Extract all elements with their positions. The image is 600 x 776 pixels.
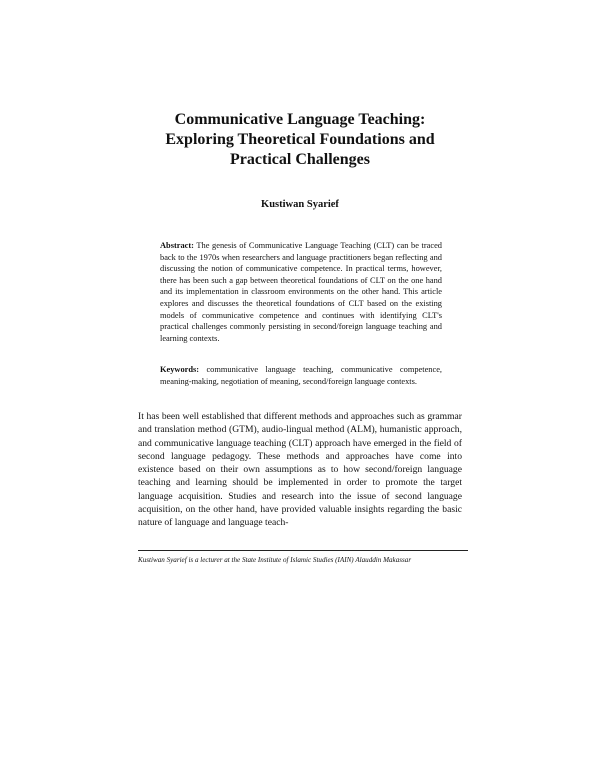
abstract-text: The genesis of Communicative Language Teaching (CLT) can be traced back to the 1970s when researchers and language practitioners began reflecting and discussing the notion of communicative competence. In practical terms, however, there has been such a gap between theoretical foundations of CLT on the one hand and its implementation in classroom environments on the other hand. This article explores and discusses the theoretical foundations of CLT based on the existing models of communicative competence and continues with identifying CLT's practical challenges commonly persisting in second/foreign language teaching and learning contexts. <box>160 241 442 343</box>
author-name: Kustiwan Syarief <box>261 199 339 210</box>
body-paragraph: It has been well established that different methods and approaches such as grammar and translation method (GTM), audio-lingual method (ALM), humanistic approach, and communicative language teaching (CLT) approach have emerged in the field of second language pedagogy. These methods and approaches have come into existence based on their own assumptions as to how second/foreign language teaching and learning should be implemented in order to promote the target language acquisition. Studies and research into the issue of second language acquisition, on the other hand, have provided valuable insights regarding the basic nature of language and language teach- <box>138 411 462 529</box>
abstract-block <box>160 240 442 344</box>
title-line-2: Exploring Theoretical Foundations and <box>165 131 435 148</box>
keywords-text: communicative language teaching, communicative competence, meaning-making, negotiation of meaning, second/foreign language contexts. <box>160 365 442 386</box>
author-footnote: Kustiwan Syarief is a lecturer at the State Institute of Islamic Studies (IAIN) Alauddin Makassar <box>138 550 468 565</box>
paper-title <box>100 110 500 170</box>
keywords-block <box>160 364 442 387</box>
title-line-1: Communicative Language Teaching: <box>174 111 426 128</box>
keywords-label: Keywords: <box>160 365 200 374</box>
title-line-3: Practical Challenges <box>230 151 370 168</box>
abstract-label: Abstract: <box>160 241 194 250</box>
